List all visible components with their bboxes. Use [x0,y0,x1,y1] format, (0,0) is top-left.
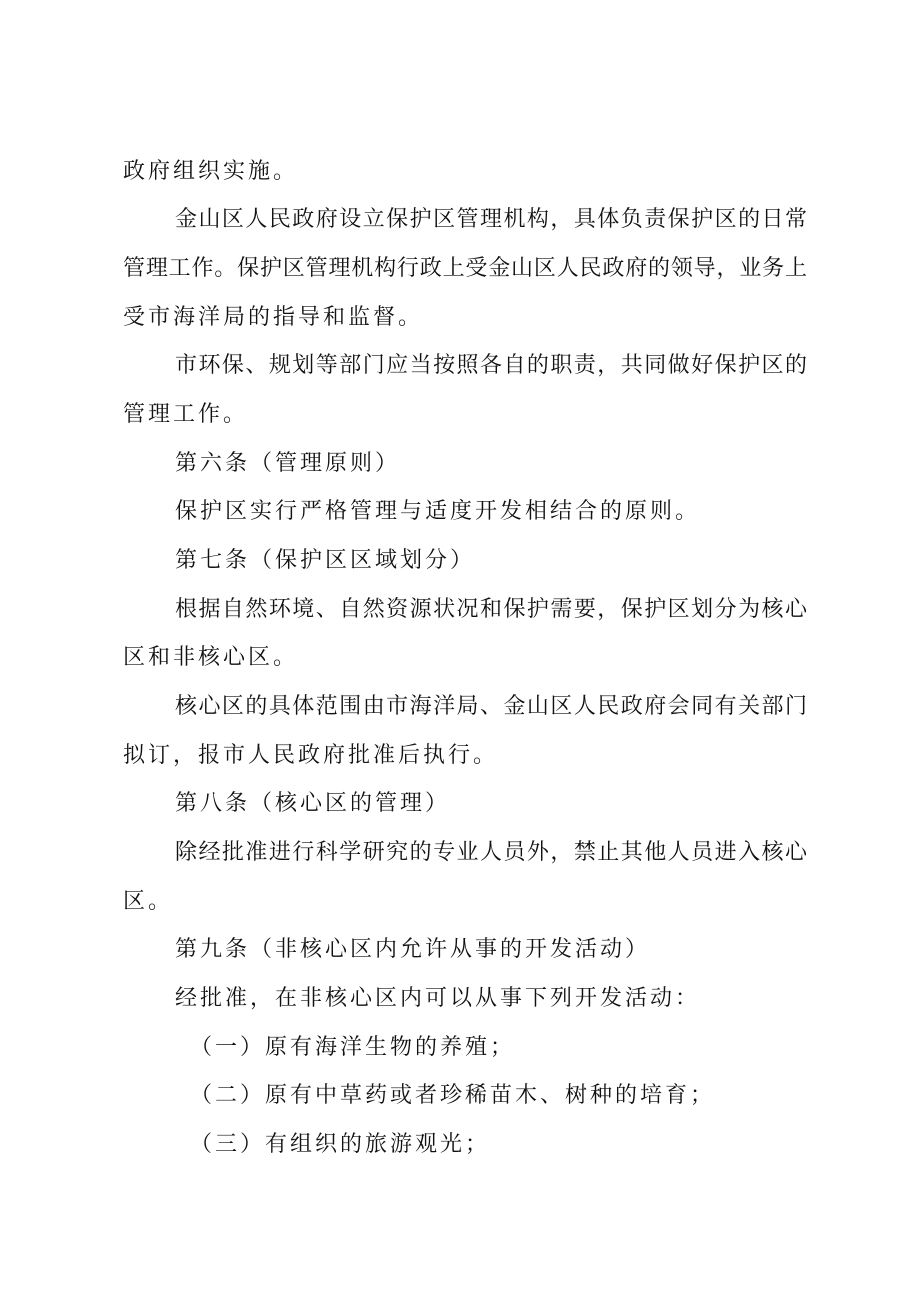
article-heading: 第六条（管理原则） [175,451,401,476]
paragraph-line: 核心区的具体范围由市海洋局、金山区人民政府会同有关部门 [175,694,807,719]
paragraph-line: 金山区人民政府设立保护区管理机构，具体负责保护区的日常 [175,207,807,232]
article-heading: 第七条（保护区区域划分） [175,548,476,573]
paragraph-line: 受市海洋局的指导和监督。 [123,305,424,330]
article-heading: 第九条（非核心区内允许从事的开发活动） [175,937,651,962]
paragraph-line: 管理工作。保护区管理机构行政上受金山区人民政府的领导，业务上 [123,256,807,281]
list-item: （三）有组织的旅游观光； [190,1132,491,1157]
paragraph-line: 经批准，在非核心区内可以从事下列开发活动： [175,986,701,1011]
paragraph-line: 市环保、规划等部门应当按照各自的职责，共同做好保护区的 [175,353,807,378]
paragraph-line: 根据自然环境、自然资源状况和保护需要，保护区划分为核心 [175,597,807,622]
paragraph-line: 管理工作。 [123,402,249,427]
article-heading: 第八条（核心区的管理） [175,791,451,816]
paragraph-line: 保护区实行严格管理与适度开发相结合的原则。 [175,499,701,524]
paragraph-line: 政府组织实施。 [123,159,299,184]
paragraph-line: 除经批准进行科学研究的专业人员外，禁止其他人员进入核心 [175,840,807,865]
paragraph-line: 区。 [123,889,174,914]
list-item: （一）原有海洋生物的养殖； [190,1035,516,1060]
paragraph-line: 区和非核心区。 [123,645,299,670]
list-item: （二）原有中草药或者珍稀苗木、树种的培育； [190,1083,716,1108]
paragraph-line: 拟订，报市人民政府批准后执行。 [123,743,499,768]
